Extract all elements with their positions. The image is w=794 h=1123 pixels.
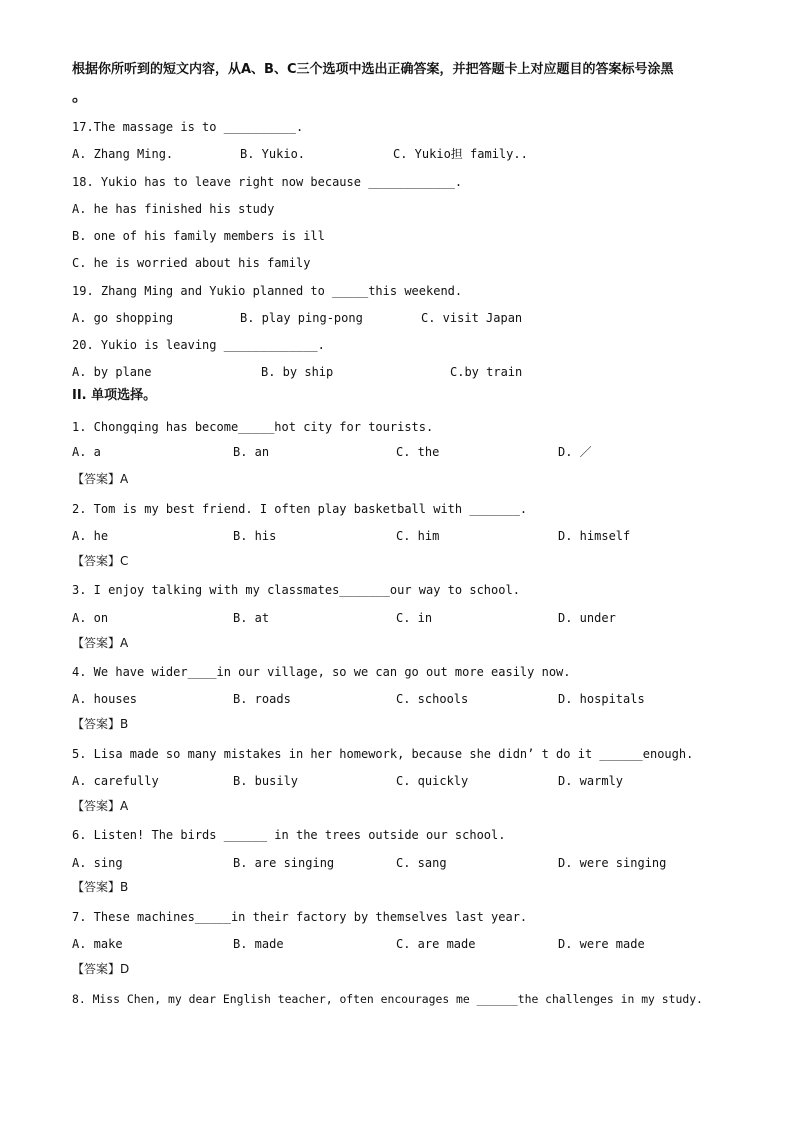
answer-tag: 【答案】	[72, 717, 121, 731]
option-b: B. at	[233, 611, 270, 625]
option-a: A. sing	[72, 856, 123, 870]
answer-value: D	[120, 962, 130, 976]
question-8: 8. Miss Chen, my dear English teacher, often encourages me ______the challenges in my study.	[72, 992, 703, 1006]
option-c: C. schools	[396, 692, 469, 706]
answer-line	[72, 635, 128, 651]
answer-tag: 【答案】	[72, 472, 121, 486]
question-20: 20. Yukio is leaving _____________.	[72, 338, 325, 352]
question-6: 6. Listen! The birds ______ in the trees outside our school.	[72, 828, 506, 842]
answer-value: B	[120, 717, 129, 731]
instruction-line-end: 。	[72, 86, 89, 105]
option-d: D. were singing	[558, 856, 667, 870]
option-a: A. a	[72, 445, 101, 459]
question-4: 4. We have wider____in our village, so we can go out more easily now.	[72, 665, 571, 679]
answer-line	[72, 471, 128, 487]
option-d: D. ／	[558, 445, 592, 459]
answer-line	[72, 961, 129, 977]
question-3: 3. I enjoy talking with my classmates_______our way to school.	[72, 583, 520, 597]
question-17: 17.The massage is to __________.	[72, 120, 304, 134]
option-b: B. Yukio.	[240, 147, 306, 161]
option-b: B. by ship	[261, 365, 334, 379]
option-a: A. carefully	[72, 774, 159, 788]
instruction-line: 根据你所听到的短文内容，从A、B、C三个选项中选出正确答案，并把答题卡上对应题目的答案标号涂黑	[72, 62, 674, 77]
option-c: C.by train	[450, 365, 523, 379]
answer-tag: 【答案】	[72, 799, 121, 813]
option-a: A. make	[72, 937, 123, 951]
answer-value: B	[120, 880, 129, 894]
option-c: C. in	[396, 611, 433, 625]
option-b: B. made	[233, 937, 284, 951]
question-18: 18. Yukio has to leave right now because ____________.	[72, 175, 463, 189]
option-d: D. were made	[558, 937, 645, 951]
option-d: D. under	[558, 611, 616, 625]
option-a: A. on	[72, 611, 109, 625]
option-c: C. Yukio担 family..	[393, 147, 528, 161]
option-c: C. the	[396, 445, 440, 459]
answer-tag: 【答案】	[72, 962, 121, 976]
option-b: B. are singing	[233, 856, 335, 870]
option-d: D. warmly	[558, 774, 624, 788]
question-7: 7. These machines_____in their factory by themselves last year.	[72, 910, 528, 924]
answer-line	[72, 716, 128, 732]
option-c: C. he is worried about his family	[72, 256, 311, 270]
question-19: 19. Zhang Ming and Yukio planned to _____this weekend.	[72, 284, 463, 298]
option-c: C. quickly	[396, 774, 469, 788]
option-a: A. he has finished his study	[72, 202, 275, 216]
answer-value: A	[120, 799, 129, 813]
option-c: C. are made	[396, 937, 476, 951]
option-a: A. by plane	[72, 365, 152, 379]
answer-tag: 【答案】	[72, 554, 121, 568]
option-d: D. himself	[558, 529, 631, 543]
question-5: 5. Lisa made so many mistakes in her homework, because she didn’ t do it ______enough.	[72, 747, 694, 761]
question-1: 1. Chongqing has become_____hot city for tourists.	[72, 420, 434, 434]
option-b: B. an	[233, 445, 270, 459]
option-a: A. he	[72, 529, 109, 543]
answer-value: C	[120, 554, 129, 568]
answer-value: A	[120, 636, 129, 650]
answer-line	[72, 879, 128, 895]
option-b: B. roads	[233, 692, 291, 706]
option-c: C. visit Japan	[421, 311, 523, 325]
answer-value: A	[120, 472, 129, 486]
answer-line	[72, 553, 128, 569]
answer-tag: 【答案】	[72, 636, 121, 650]
section-title: II. 单项选择。	[72, 388, 157, 403]
answer-line	[72, 798, 128, 814]
answer-tag: 【答案】	[72, 880, 121, 894]
option-b: B. his	[233, 529, 277, 543]
option-a: A. go shopping	[72, 311, 174, 325]
option-b: B. play ping-pong	[240, 311, 363, 325]
option-c: C. sang	[396, 856, 447, 870]
option-b: B. one of his family members is ill	[72, 229, 325, 243]
option-a: A. Zhang Ming.	[72, 147, 174, 161]
option-a: A. houses	[72, 692, 138, 706]
option-b: B. busily	[233, 774, 299, 788]
option-c: C. him	[396, 529, 440, 543]
question-2: 2. Tom is my best friend. I often play basketball with _______.	[72, 502, 528, 516]
option-d: D. hospitals	[558, 692, 645, 706]
